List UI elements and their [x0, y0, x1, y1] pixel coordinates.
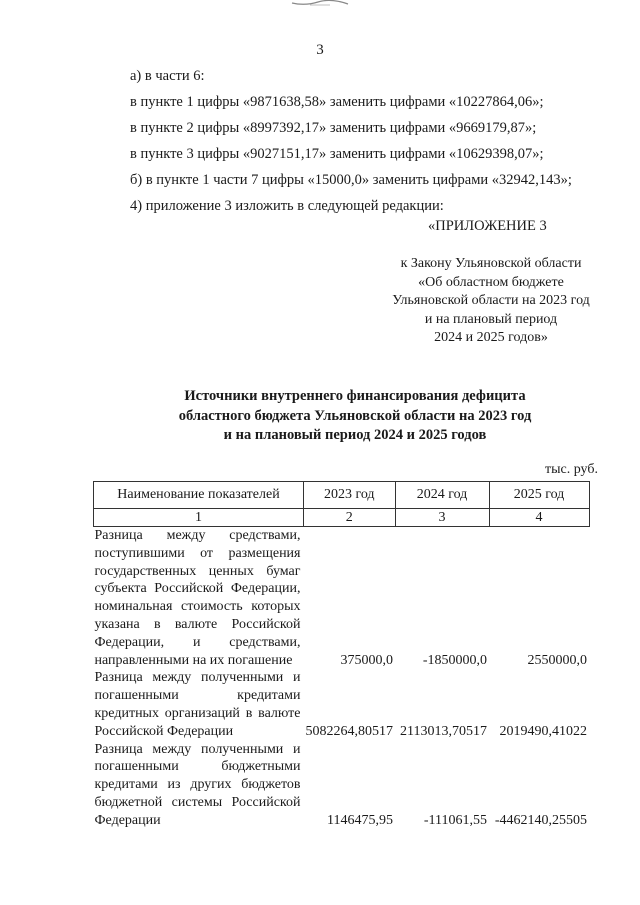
- law-reference-line: Ульяновской области на 2023 год: [392, 293, 590, 309]
- column-header: 2023 год: [304, 482, 396, 509]
- units-label: тыс. руб.: [545, 462, 598, 477]
- column-header: 2024 год: [395, 482, 489, 509]
- column-number: 3: [395, 509, 489, 527]
- indicator-name: Разница между полученными и погашенными кредитами кредитных организаций в валюте Российской Федерации: [94, 670, 301, 739]
- amendment-line: в пункте 3 цифры «9027151,17» заменить цифрами «10629398,07»;: [130, 146, 544, 162]
- table-heading: [0, 387, 640, 446]
- table-row: [94, 741, 590, 830]
- amendment-line: б) в пункте 1 части 7 цифры «15000,0» заменить цифрами «32942,143»;: [130, 172, 572, 188]
- value-2025: 2550000,0: [527, 652, 587, 668]
- law-reference-line: 2024 и 2025 годов»: [434, 330, 548, 346]
- financing-sources-table: [93, 481, 590, 830]
- value-2024: 2113013,70517: [400, 723, 487, 739]
- column-number: 1: [94, 509, 304, 527]
- indicator-name: Разница между средствами, поступившими от размещения государственных ценных бумаг субъекта Российской Федерации, номинальная стоимость которых указана в валюте Российской Федерации, и средствами, направленными на их погашение: [94, 528, 301, 668]
- law-reference-line: к Закону Ульяновской области: [400, 256, 582, 271]
- column-number: 4: [489, 509, 589, 527]
- law-reference-line: «Об областном бюджете: [418, 274, 564, 290]
- appendix-title: «ПРИЛОЖЕНИЕ 3: [428, 218, 547, 234]
- table-header-row: [94, 482, 590, 509]
- value-2023: 5082264,80517: [305, 723, 393, 739]
- amendment-line: в пункте 1 цифры «9871638,58» заменить цифрами «10227864,06»;: [130, 94, 544, 110]
- amendment-line: в пункте 2 цифры «8997392,17» заменить цифрами «9669179,87»;: [130, 120, 537, 136]
- heading-line: и на плановый период 2024 и 2025 годов: [223, 427, 487, 443]
- law-reference: [376, 255, 606, 348]
- table-row: [94, 669, 590, 740]
- law-reference-line: и на плановый период: [424, 311, 558, 327]
- heading-line: Источники внутреннего финансирования дефицита: [184, 388, 526, 404]
- column-header: 2025 год: [489, 482, 589, 509]
- amendment-line: 4) приложение 3 изложить в следующей редакции:: [130, 198, 444, 214]
- column-number: 2: [304, 509, 396, 527]
- page-number: 3: [316, 42, 324, 58]
- column-number-row: [94, 509, 590, 527]
- scan-artifact: [290, 0, 350, 8]
- heading-line: областного бюджета Ульяновской области на 2023 год: [178, 407, 532, 424]
- value-2024: -111061,55: [423, 812, 487, 828]
- value-2024: -1850000,0: [422, 652, 487, 668]
- indicator-name: Разница между полученными и погашенными бюджетными кредитами из других бюджетов бюджетной системы Российской Федерации: [94, 741, 301, 828]
- value-2025: 2019490,41022: [499, 723, 587, 739]
- value-2025: -4462140,25505: [494, 812, 587, 828]
- value-2023: 1146475,95: [327, 812, 393, 828]
- column-header: Наименование показателей: [94, 482, 304, 509]
- value-2023: 375000,0: [340, 652, 393, 668]
- amendment-line: а) в части 6:: [130, 68, 205, 84]
- table-row: [94, 527, 590, 670]
